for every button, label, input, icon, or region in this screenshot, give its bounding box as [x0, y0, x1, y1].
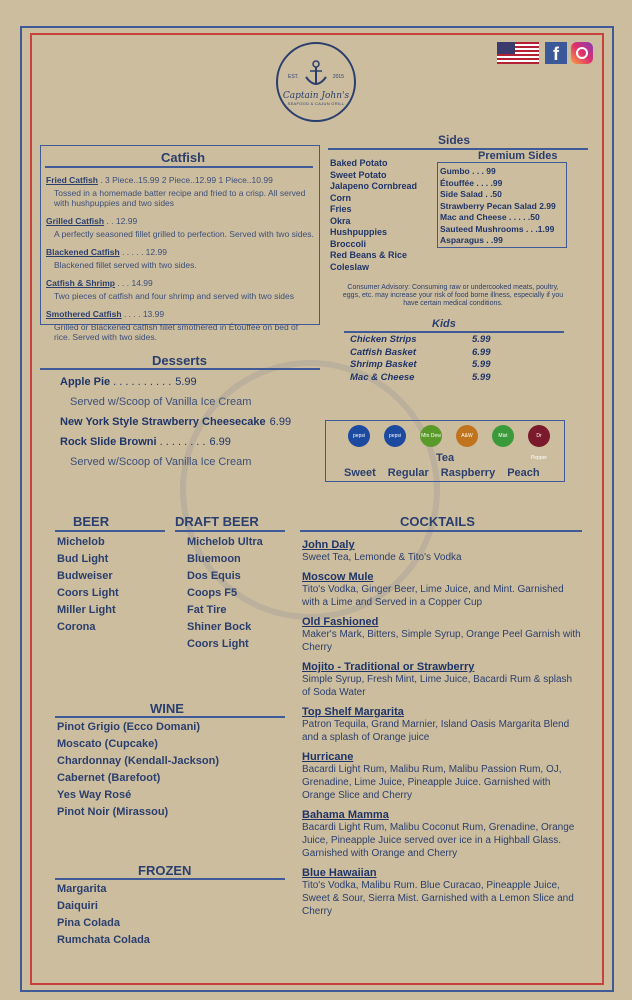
catfish-item-name: Smothered Catfish — [46, 309, 122, 319]
sides-title: Sides — [438, 133, 471, 147]
cocktail-desc: Bacardi Light Rum, Malibu Rum, Malibu Passion Rum, OJ, Grenadine, Lime Juice, Pineapple Juice. Garnished with Orange Slice and Cherry — [302, 764, 562, 801]
dessert-item — [60, 432, 320, 452]
kids-item-name: Mac & Cheese — [350, 371, 415, 383]
side-item: Baked Potato — [330, 158, 388, 168]
kids-item-price: 5.99 — [472, 359, 491, 370]
catfish-item-name: Catfish & Shrimp — [46, 278, 115, 288]
cocktail-name: John Daly — [302, 539, 355, 551]
premium-side-item: Mac and Cheese . . . . .50 — [440, 212, 540, 222]
beer-item: Michelob — [57, 536, 105, 548]
cocktail-item — [302, 571, 582, 609]
premium-side-item: Asparagus . .99 — [440, 235, 503, 245]
cocktail-name: Moscow Mule — [302, 571, 374, 583]
kids-item-name: Chicken Strips — [350, 334, 417, 345]
kids-item-name: Shrimp Basket — [350, 359, 417, 370]
wine-item: Moscato (Cupcake) — [57, 738, 158, 750]
facebook-icon[interactable]: f — [545, 42, 567, 64]
side-item: Jalapeno Cornbread — [330, 181, 418, 191]
frozen-item: Daiquiri — [57, 900, 98, 912]
side-item: Red Beans & Rice — [330, 250, 408, 260]
soda-brand-logo: pepsi — [384, 425, 406, 447]
draft-beer-list — [187, 534, 263, 653]
draft-beer-item: Dos Equis — [187, 570, 241, 582]
desserts-title: Desserts — [152, 353, 207, 368]
catfish-item — [46, 242, 316, 270]
dessert-price: 5.99 — [175, 376, 197, 388]
tea-option: Raspberry — [440, 467, 496, 479]
cocktail-item — [302, 539, 582, 564]
kids-item — [350, 347, 510, 360]
catfish-item-price: . . 12.99 — [104, 216, 138, 226]
catfish-item-desc: Tossed in a homemade batter recipe and fried to a crisp. All served with hushpuppies and two sides — [54, 188, 306, 208]
draft-beer-item: Coors Light — [187, 638, 249, 650]
premium-side-item: Sauteed Mushrooms . . .1.99 — [440, 223, 555, 234]
cocktail-item — [302, 661, 582, 699]
catfish-item-desc: Grilled or Blackened catfish fillet smothered in Étouffée on bed of rice. Served with two sides. — [54, 322, 299, 342]
logo-year: 2015 — [332, 74, 344, 80]
premium-side-item: Étouffée . . . .99 — [440, 177, 503, 188]
side-item: Coleslaw — [330, 261, 370, 272]
dessert-note: Served w/Scoop of Vanilla Ice Cream — [70, 396, 252, 408]
cocktail-name: Bahama Mamma — [302, 809, 389, 821]
dessert-dots: . . . . . . . . — [156, 436, 206, 448]
dessert-name: Rock Slide Browni — [60, 436, 157, 448]
cocktails-list — [302, 539, 582, 925]
premium-side-item: Strawberry Pecan Salad 2.99 — [440, 200, 556, 211]
dessert-item — [60, 372, 320, 392]
soda-brand-logo: Mist — [492, 425, 514, 447]
frozen-item: Margarita — [57, 883, 107, 895]
frozen-item: Pina Colada — [57, 917, 120, 929]
tea-option: Sweet — [344, 467, 376, 479]
dessert-price: 6.99 — [209, 436, 231, 448]
cocktail-item — [302, 809, 582, 860]
catfish-item — [46, 304, 316, 342]
sides-list — [330, 158, 417, 273]
frozen-title: FROZEN — [138, 863, 192, 878]
cocktail-name: Blue Hawaiian — [302, 867, 377, 879]
dessert-item — [60, 412, 320, 432]
kids-item — [350, 372, 510, 385]
catfish-item-desc: Blackened fillet served with two sides. — [54, 260, 197, 270]
cocktail-desc: Tito's Vodka, Ginger Beer, Lime Juice, and Mint. Garnished with a Lime and Served in a Copper Cup — [302, 584, 564, 608]
cocktail-desc: Simple Syrup, Fresh Mint, Lime Juice, Bacardi Rum & splash of Soda Water — [302, 674, 573, 698]
cocktail-item — [302, 616, 582, 654]
desserts-list — [60, 372, 320, 472]
catfish-item-desc: Two pieces of catfish and four shrimp and served with two sides — [54, 291, 295, 301]
side-item: Hushpuppies — [330, 227, 388, 237]
kids-title: Kids — [432, 318, 456, 330]
wine-item: Pinot Noir (Mirassou) — [57, 806, 169, 818]
tea-option: Peach — [507, 467, 540, 479]
side-item: Sweet Potato — [330, 169, 387, 180]
premium-side-item: Gumbo . . . 99 — [440, 166, 496, 176]
anchor-icon — [301, 59, 331, 89]
cocktail-item — [302, 706, 582, 744]
catfish-title: Catfish — [161, 150, 206, 165]
catfish-item — [46, 170, 316, 208]
beer-item: Miller Light — [57, 604, 116, 616]
kids-item-price: 6.99 — [472, 346, 491, 358]
dessert-price: 6.99 — [269, 416, 292, 428]
soda-brand-logo: pepsi — [348, 425, 370, 447]
cocktail-desc: Tito's Vodka, Malibu Rum. Blue Curacao, Pineapple Juice, Sweet & Sour, Sierra Mist. Garnished with a Lemon Slice and Cherry — [302, 880, 574, 917]
beer-item: Budweiser — [57, 570, 113, 582]
cocktail-desc: Patron Tequila, Grand Marnier, Island Oasis Margarita Blend and a splash of Orange juice — [302, 719, 570, 743]
consumer-advisory: Consumer Advisory: Consuming raw or undercooked meats, poultry, eggs, etc. may increase your risk of food borne illness, especially if you have certain medical conditions. — [342, 284, 564, 307]
tea-option: Regular — [387, 467, 429, 479]
catfish-item — [46, 273, 316, 301]
tea-title: Tea — [436, 452, 455, 464]
catfish-item-name: Grilled Catfish — [46, 216, 105, 226]
side-item: Fries — [330, 204, 352, 214]
cocktail-name: Hurricane — [302, 751, 354, 763]
cocktail-desc: Bacardi Light Rum, Malibu Coconut Rum, Grenadine, Orange Juice, Pineapple Juice served over ice in a Highball Glass. Garnished with Orange and Cherry — [302, 822, 575, 859]
kids-item-price: 5.99 — [472, 371, 491, 383]
premium-sides-title: Premium Sides — [478, 150, 558, 162]
cocktail-item — [302, 751, 582, 802]
logo-subtitle: SEAFOOD & CAJUN GRILL — [287, 100, 345, 106]
beer-list — [57, 534, 119, 636]
side-item: Corn — [330, 192, 351, 203]
catfish-item-price: . . . . 13.99 — [121, 309, 165, 319]
catfish-item-name: Fried Catfish — [46, 175, 98, 185]
frozen-item: Rumchata Colada — [57, 934, 150, 946]
logo-name: Captain John's — [282, 90, 350, 101]
dessert-dots: . . . . . . . . . . — [110, 376, 172, 388]
wine-item: Yes Way Rosé — [57, 789, 132, 801]
kids-item — [350, 359, 510, 372]
draft-beer-title: DRAFT BEER — [175, 514, 259, 529]
frozen-list — [57, 881, 150, 949]
draft-beer-item: Bluemoon — [187, 553, 241, 565]
wine-title: WINE — [150, 701, 184, 716]
dessert-name: Apple Pie — [60, 376, 111, 388]
draft-beer-item: Shiner Bock — [187, 621, 252, 633]
dessert-name: New York Style Strawberry Cheesecake — [60, 416, 266, 428]
wine-item: Chardonnay (Kendall-Jackson) — [57, 755, 219, 767]
wine-item: Cabernet (Barefoot) — [57, 772, 161, 784]
beer-item: Coors Light — [57, 587, 119, 599]
draft-beer-item: Michelob Ultra — [187, 536, 263, 548]
catfish-item-name: Blackened Catfish — [46, 247, 120, 257]
cocktail-name: Top Shelf Margarita — [302, 706, 404, 718]
catfish-item — [46, 211, 316, 239]
instagram-icon[interactable] — [571, 42, 593, 64]
kids-item — [350, 334, 510, 347]
cocktail-desc: Maker's Mark, Bitters, Simple Syrup, Orange Peel Garnish with Cherry — [302, 629, 581, 653]
logo-est: EST. — [288, 74, 299, 80]
premium-sides-box — [437, 162, 567, 248]
kids-item-name: Catfish Basket — [350, 346, 416, 358]
draft-beer-item: Coops F5 — [187, 587, 238, 599]
kids-list — [350, 334, 510, 384]
soda-box — [325, 420, 565, 482]
cocktail-desc: Sweet Tea, Lemonde & Tito's Vodka — [302, 552, 462, 563]
wine-list — [57, 719, 219, 821]
catfish-item-price: . . . . . 12.99 — [119, 247, 167, 257]
us-flag-icon — [497, 42, 539, 64]
soda-brand-logo: Mtn Dew — [420, 425, 442, 447]
cocktail-name: Old Fashioned — [302, 616, 379, 628]
premium-side-item: Side Salad . .50 — [440, 189, 502, 199]
cocktail-name: Mojito - Traditional or Strawberry — [302, 661, 475, 673]
catfish-item-price: . 3 Piece..15.99 2 Piece..12.99 1 Piece..10.99 — [97, 175, 273, 185]
side-item: Broccoli — [330, 238, 367, 249]
draft-beer-item: Fat Tire — [187, 604, 227, 616]
catfish-item-price: . . . 14.99 — [114, 278, 153, 288]
soda-brand-logo: Dr Pepper — [528, 425, 550, 447]
beer-item: Corona — [57, 621, 96, 633]
cocktails-title: COCKTAILS — [400, 514, 475, 529]
side-item: Okra — [330, 215, 351, 226]
soda-brand-logo: A&W — [456, 425, 478, 447]
dessert-note: Served w/Scoop of Vanilla Ice Cream — [70, 456, 252, 468]
beer-item: Bud Light — [57, 553, 109, 565]
catfish-item-desc: A perfectly seasoned fillet grilled to perfection. Served with two sides. — [54, 229, 314, 239]
beer-title: BEER — [73, 514, 110, 529]
catfish-section — [40, 145, 320, 342]
cocktail-item — [302, 867, 582, 918]
logo — [276, 42, 356, 122]
wine-item: Pinot Grigio (Ecco Domani) — [57, 721, 201, 733]
kids-item-price: 5.99 — [472, 334, 491, 345]
